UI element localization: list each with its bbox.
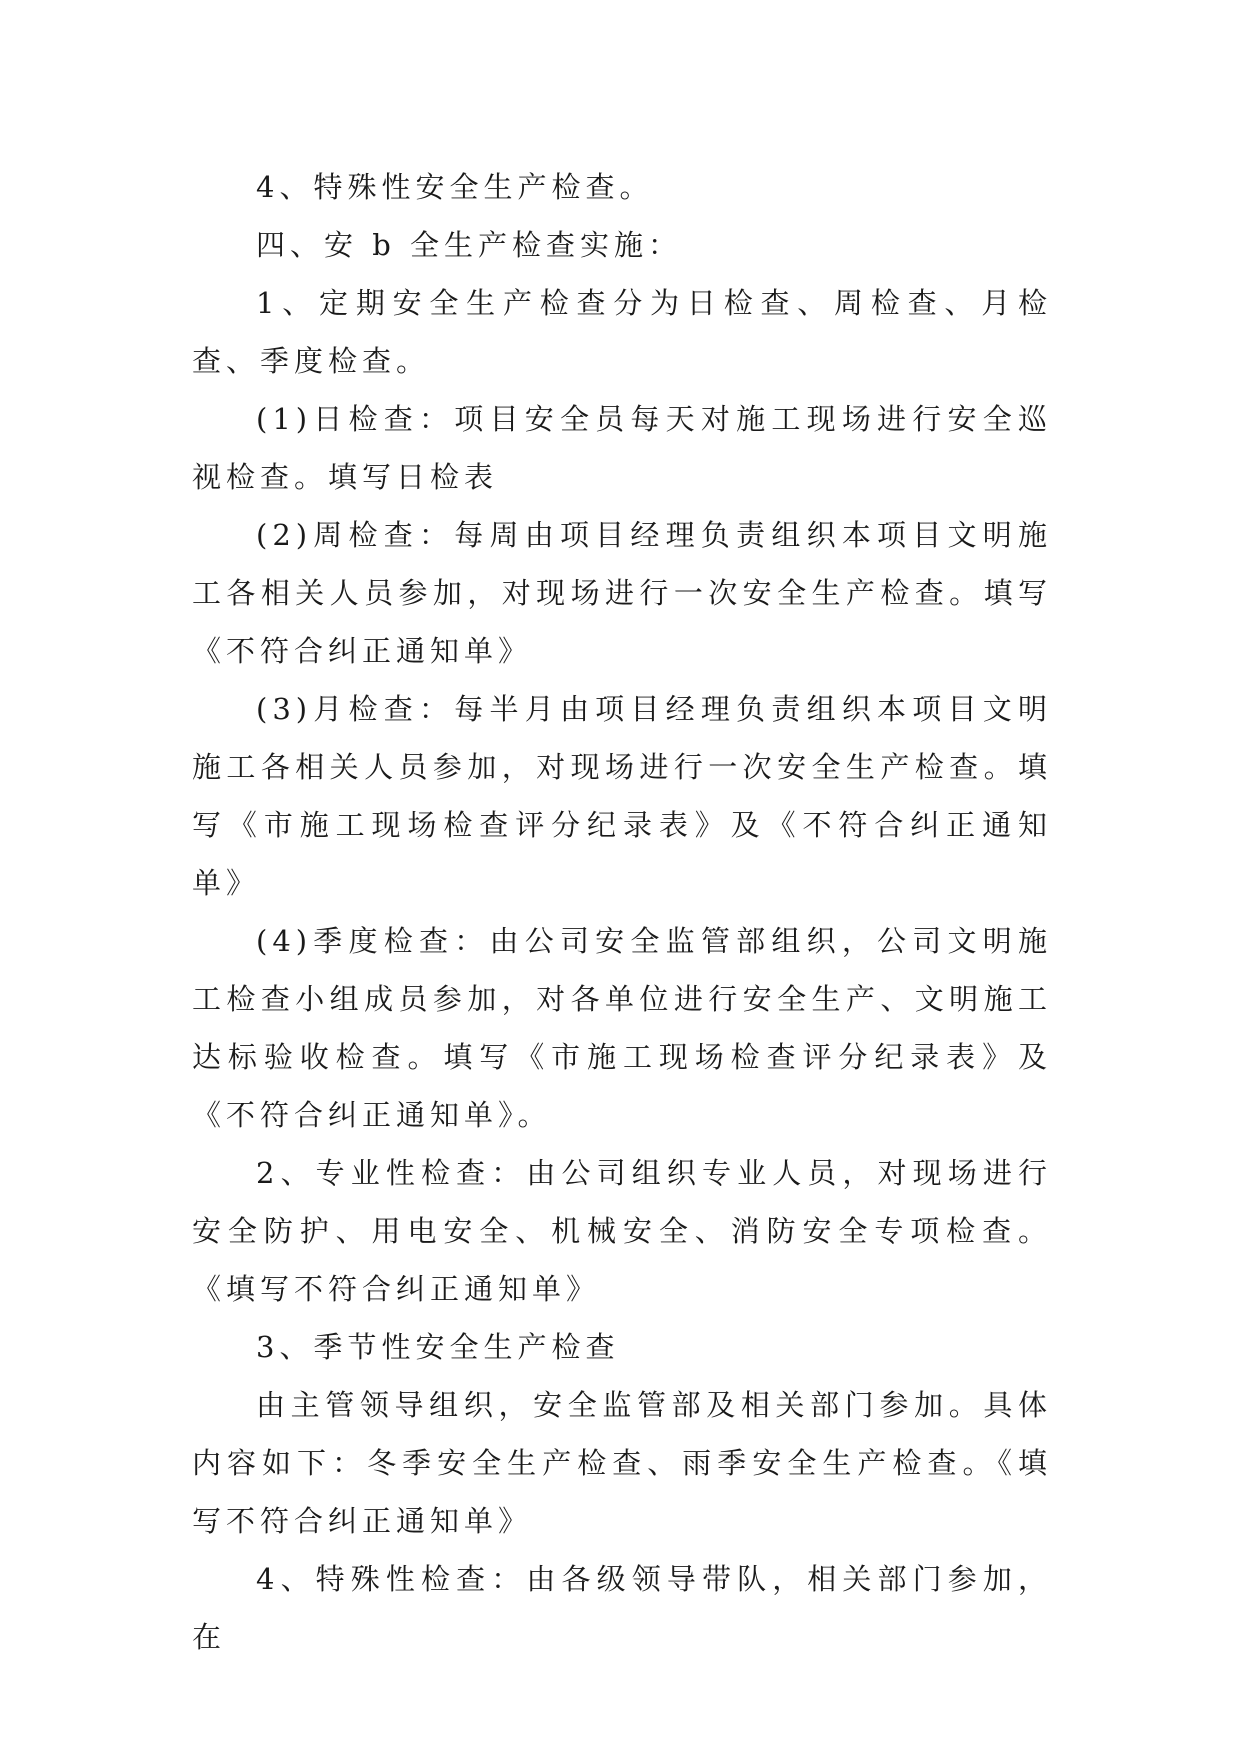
paragraph-seasonal-inspection-detail: 由主管领导组织，安全监管部及相关部门参加。具体内容如下：冬季安全生产检查、雨季安全生产检查。《填写不符合纠正通知单》 xyxy=(192,1388,1052,1538)
paragraph-daily-inspection: (1)日检查：项目安全员每天对施工现场进行安全巡视检查。填写日检表 xyxy=(192,402,1052,494)
paragraph-monthly-inspection: (3)月检查：每半月由项目经理负责组织本项目文明施工各相关人员参加，对现场进行一次安全生产检查。填写《市施工现场检查评分纪录表》及《不符合纠正通知单》 xyxy=(192,692,1052,900)
paragraph-quarterly-inspection: (4)季度检查：由公司安全监管部组织，公司文明施工检查小组成员参加，对各单位进行安全生产、文明施工达标验收检查。填写《市施工现场检查评分纪录表》及《不符合纠正通知单》。 xyxy=(192,924,1052,1132)
paragraph-section-four-heading: 四、安 b 全生产检查实施： xyxy=(256,228,683,262)
paragraph-weekly-inspection: (2)周检查：每周由项目经理负责组织本项目文明施工各相关人员参加，对现场进行一次安全生产检查。填写《不符合纠正通知单》 xyxy=(192,518,1052,668)
paragraph-periodic-inspection: 1、定期安全生产检查分为日检查、周检查、月检查、季度检查。 xyxy=(192,286,1052,378)
paragraph-professional-inspection: 2、专业性检查：由公司组织专业人员，对现场进行安全防护、用电安全、机械安全、消防安全专项检查。《填写不符合纠正通知单》 xyxy=(192,1156,1052,1306)
paragraph-seasonal-inspection-heading: 3、季节性安全生产检查 xyxy=(256,1330,620,1364)
paragraph-special-inspection-detail: 4、特殊性检查：由各级领导带队，相关部门参加，在 xyxy=(192,1562,1052,1654)
document-body xyxy=(192,158,1052,1666)
paragraph-special-inspection-heading: 4、特殊性安全生产检查。 xyxy=(256,170,654,204)
